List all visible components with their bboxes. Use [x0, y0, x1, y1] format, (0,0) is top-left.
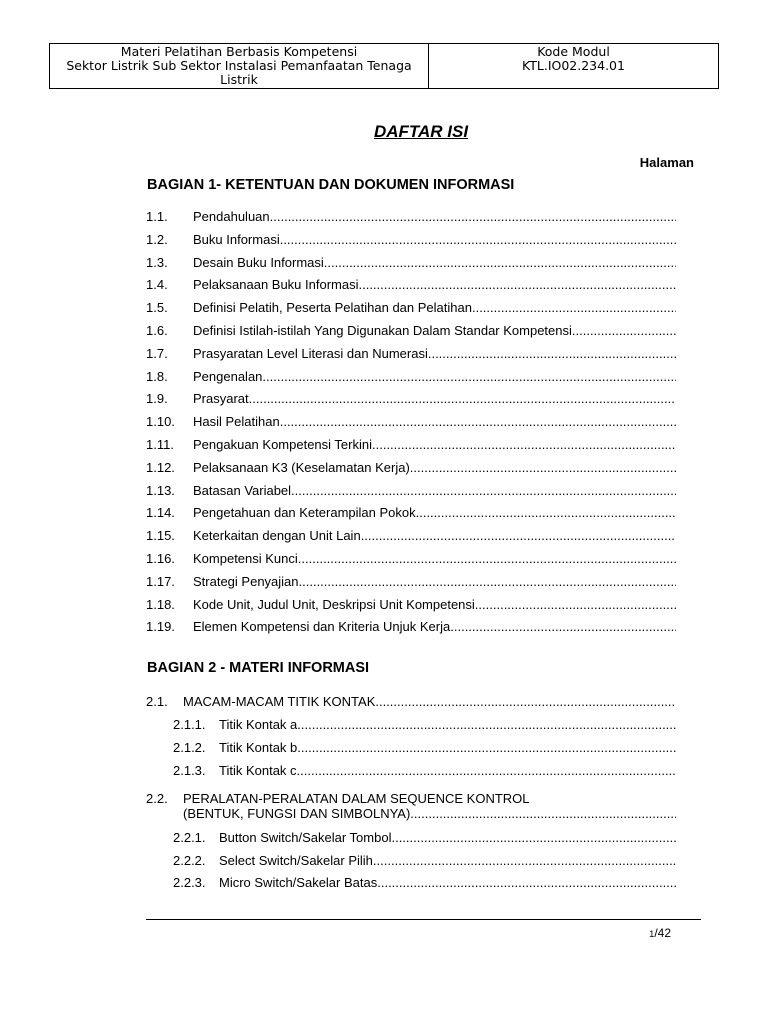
- page-number-total: /42: [654, 926, 671, 940]
- toc-entry-number: 1.14.: [146, 505, 175, 521]
- dot-leader: [298, 550, 676, 568]
- header-module-code: [429, 44, 718, 88]
- toc-entry-1-12[interactable]: [146, 459, 676, 477]
- toc-entry-number: 1.17.: [146, 573, 175, 589]
- toc-entry-text: Select Switch/Sakelar Pilih: [219, 852, 373, 868]
- dot-leader: [410, 805, 676, 823]
- dot-leader: [358, 276, 676, 294]
- toc-entry-2-1-2[interactable]: [173, 739, 676, 757]
- toc-entry-number: 1.12.: [146, 459, 175, 475]
- toc-entry-number: 1.5.: [146, 300, 168, 316]
- toc-entry-text: Titik Kontak b: [219, 740, 298, 755]
- toc-entry-number: 1.3.: [146, 254, 168, 270]
- toc-entry-text: Buku Informasi: [193, 231, 280, 247]
- toc-entry-text: Pelaksanaan Buku Informasi: [193, 277, 359, 293]
- page-number-current: 1: [649, 929, 655, 939]
- page-column-label: Halaman: [639, 155, 694, 170]
- toc-entry-number: 2.1.: [146, 694, 168, 709]
- dot-leader: [572, 322, 676, 340]
- toc-entry-number: 2.2.1.: [173, 830, 206, 845]
- dot-leader: [450, 618, 676, 636]
- dot-leader: [297, 739, 676, 757]
- toc-entry-1-11[interactable]: [146, 436, 676, 454]
- toc-entry-text: Micro Switch/Sakelar Batas: [219, 875, 378, 890]
- toc-entry-number: 1.6.: [146, 323, 168, 338]
- toc-entry-text: Titik Kontak a: [219, 717, 298, 732]
- toc-entry-1-17[interactable]: [146, 573, 676, 591]
- toc-entry-number: 1.13.: [146, 482, 175, 498]
- dot-leader: [270, 208, 676, 226]
- toc-entry-2-1-1[interactable]: [173, 716, 676, 734]
- toc-entry-number: 2.2.: [146, 791, 168, 806]
- toc-entry-1-2[interactable]: [146, 231, 676, 249]
- toc-entry-number: 1.15.: [146, 528, 175, 544]
- toc-entry-1-19[interactable]: [146, 618, 676, 636]
- toc-entry-number: 1.10.: [146, 414, 175, 430]
- toc-entry-1-6[interactable]: [146, 322, 676, 340]
- dot-leader: [375, 693, 676, 711]
- dot-leader: [280, 231, 676, 249]
- toc-entry-2-1-3[interactable]: [173, 762, 676, 780]
- toc-entry-text: (BENTUK, FUNGSI DAN SIMBOLNYA): [183, 806, 411, 821]
- toc-entry-2-2-2[interactable]: [173, 852, 676, 870]
- toc-entry-number: 2.2.3.: [173, 875, 206, 890]
- dot-leader: [280, 413, 676, 431]
- toc-entry-text: Pengetahuan dan Keterampilan Pokok: [193, 505, 416, 521]
- header-module-title: [50, 44, 429, 88]
- toc-entry-text: MACAM-MACAM TITIK KONTAK: [183, 694, 376, 709]
- toc-entry-text: Button Switch/Sakelar Tombol: [219, 830, 392, 845]
- toc-entry-text: Strategi Penyajian: [193, 573, 299, 589]
- toc-entry-1-8[interactable]: [146, 368, 676, 386]
- toc-entry-1-10[interactable]: [146, 413, 676, 431]
- dot-leader: [410, 459, 676, 477]
- toc-entry-text: Hasil Pelatihan: [193, 414, 280, 430]
- toc-entry-text: Prasyaratan Level Literasi dan Numerasi: [193, 345, 428, 361]
- toc-entry-number: 1.19.: [146, 619, 175, 635]
- dot-leader: [472, 299, 676, 317]
- toc-entry-number: 1.18.: [146, 596, 175, 612]
- dot-leader: [299, 573, 676, 591]
- header-code-label: Kode Modul: [537, 44, 610, 59]
- toc-entry-1-5[interactable]: [146, 299, 676, 317]
- toc-entry-text: Pengakuan Kompetensi Terkini: [193, 437, 372, 452]
- dot-leader: [391, 829, 676, 847]
- toc-entry-number: 1.2.: [146, 231, 168, 247]
- toc-entry-1-15[interactable]: [146, 527, 676, 545]
- dot-leader: [297, 762, 676, 780]
- toc-entry-text: Pendahuluan: [193, 209, 270, 224]
- toc-entry-number: 1.16.: [146, 551, 175, 566]
- toc-entry-1-14[interactable]: [146, 504, 676, 522]
- toc-entry-text: Batasan Variabel: [193, 482, 292, 498]
- toc-entry-2-2-continuation: [183, 805, 676, 823]
- dot-leader: [297, 716, 676, 734]
- toc-entry-number: 1.1.: [146, 209, 168, 224]
- toc-entry-text: Pelaksanaan K3 (Keselamatan Kerja): [193, 459, 410, 475]
- toc-entry-number: 2.2.2.: [173, 852, 206, 868]
- toc-entry-1-18[interactable]: [146, 596, 676, 614]
- dot-leader: [249, 390, 676, 408]
- footer-divider: [146, 919, 701, 920]
- dot-leader: [428, 345, 676, 363]
- page-number: [649, 926, 671, 940]
- toc-entry-1-9[interactable]: [146, 390, 676, 408]
- toc-entry-text: Elemen Kompetensi dan Kriteria Unjuk Kerja: [193, 619, 451, 635]
- toc-entry-text: Kode Unit, Judul Unit, Deskripsi Unit Kompetensi: [193, 596, 475, 612]
- toc-entry-number: 2.1.1.: [173, 717, 206, 732]
- toc-entry-1-16[interactable]: [146, 550, 676, 568]
- toc-entry-number: 2.1.3.: [173, 763, 206, 778]
- dot-leader: [291, 482, 676, 500]
- toc-entry-number: 1.8.: [146, 368, 168, 384]
- dot-leader: [475, 596, 676, 614]
- toc-entry-number: 1.11.: [146, 437, 174, 452]
- document-header-table: [49, 43, 719, 89]
- dot-leader: [372, 436, 676, 454]
- toc-entry-number: 2.1.2.: [173, 740, 206, 755]
- header-line: Listrik: [220, 72, 258, 87]
- section-heading-bagian-1: BAGIAN 1- KETENTUAN DAN DOKUMEN INFORMASI: [147, 177, 515, 193]
- toc-entry-number: 1.9.: [146, 391, 168, 407]
- toc-entry-text: Titik Kontak c: [219, 763, 297, 778]
- toc-entry-1-1[interactable]: [146, 208, 676, 226]
- toc-entry-text: Definisi Pelatih, Peserta Pelatihan dan Pelatihan: [193, 300, 472, 316]
- dot-leader: [262, 368, 676, 386]
- toc-entry-1-4[interactable]: [146, 276, 676, 294]
- toc-entry-text: Desain Buku Informasi: [193, 254, 324, 270]
- toc-entry-1-13[interactable]: [146, 482, 676, 500]
- dot-leader: [361, 527, 676, 545]
- toc-entry-text: Kompetensi Kunci: [193, 551, 298, 566]
- toc-entry-text: PERALATAN-PERALATAN DALAM SEQUENCE KONTROL: [183, 791, 530, 806]
- toc-entry-2-2-3[interactable]: [173, 874, 676, 892]
- toc-entry-number: 1.7.: [146, 345, 168, 361]
- dot-leader: [377, 874, 676, 892]
- toc-entry-text: Keterkaitan dengan Unit Lain: [193, 528, 361, 544]
- toc-entry-1-7[interactable]: [146, 345, 676, 363]
- toc-entry-2-1[interactable]: [146, 693, 676, 711]
- dot-leader: [324, 254, 676, 272]
- toc-entry-text: Definisi Istilah-istilah Yang Digunakan Dalam Standar Kompetensi: [193, 323, 572, 338]
- toc-entry-text: Prasyarat: [193, 391, 249, 407]
- header-line: Sektor Listrik Sub Sektor Instalasi Pemanfaatan Tenaga: [66, 58, 412, 73]
- section-heading-bagian-2: BAGIAN 2 - MATERI INFORMASI: [147, 660, 370, 676]
- dot-leader: [416, 504, 676, 522]
- header-line: Materi Pelatihan Berbasis Kompetensi: [120, 44, 358, 59]
- toc-entry-1-3[interactable]: [146, 254, 676, 272]
- dot-leader: [373, 852, 676, 870]
- header-code-value: KTL.IO02.234.01: [522, 58, 625, 73]
- page-title: DAFTAR ISI: [373, 122, 469, 141]
- toc-entry-2-2-1[interactable]: [173, 829, 676, 847]
- toc-entry-number: 1.4.: [146, 277, 168, 293]
- toc-entry-text: Pengenalan: [193, 368, 263, 384]
